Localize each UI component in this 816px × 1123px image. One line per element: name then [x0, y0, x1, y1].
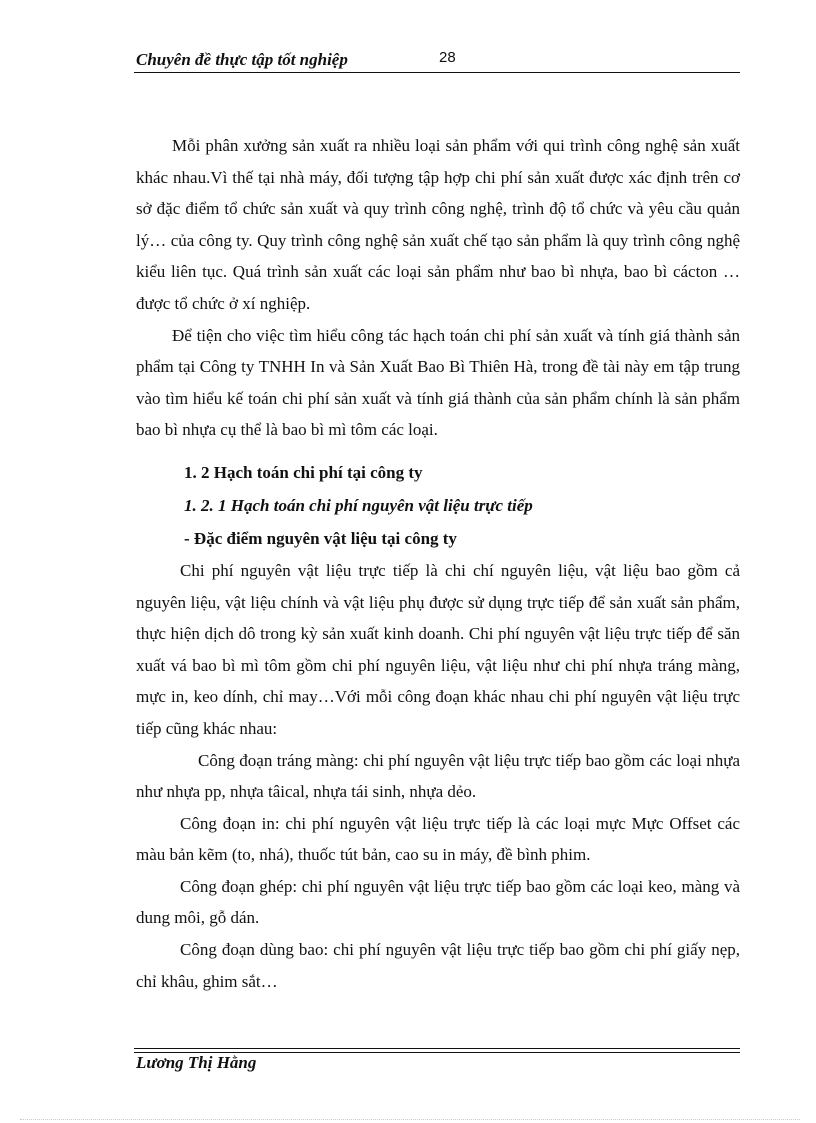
footer-rule-top [134, 1048, 740, 1049]
section-heading-material-features: - Đặc điểm nguyên vật liệu tại công ty [184, 528, 457, 548]
paragraph-direct-material-cost: Chi phí nguyên vật liệu trực tiếp là chi chí nguyên liệu, vật liệu bao gồm cả nguyên liệu, vật liệu chính và vật liệu phụ được sử dụng trực tiếp để sản xuất sản phẩm, thực hiện dịch dô trong kỳ sản xuất kinh doanh. Chi phí nguyên vật liệu trực tiếp để săn xuất vá bao bì mì tôm gồm chi phí nguyên liệu, vật liệu như chi phí nhựa tráng màng, mực in, keo dính, chỉ may…Với mỗi công đoạn khác nhau chi phí nguyên vật liệu trực tiếp cũng khác nhau: [136, 560, 740, 738]
section-heading-1-2-1: 1. 2. 1 Hạch toán chi phí nguyên vật liệu trực tiếp [184, 495, 533, 515]
page-header [134, 48, 740, 72]
paragraph-bagging-stage: Công đoạn dùng bao: chi phí nguyên vật liệu trực tiếp bao gồm chi phí giấy nẹp, chỉ khâu, ghim sắt… [136, 940, 740, 991]
paragraph-workshops: Mỗi phân xưởng sản xuất ra nhiều loại sản phẩm với qui trình công nghệ sản xuất khác nhau.Vì thế tại nhà máy, đối tượng tập hợp chi phí sản xuất được xác định trên cơ sở đặc điểm tổ chức sản xuất và quy trình công nghệ, trình độ tổ chức và yêu cầu quản lý… của công ty. Quy trình công nghệ sản xuất chế tạo sản phẩm là quy trình công nghệ kiểu liên tục. Quá trình sản xuất các loại sản phẩm như bao bì nhựa, bao bì cácton …được tổ chức ở xí nghiệp. [136, 136, 740, 313]
page-edge-divider [20, 1119, 800, 1120]
spacer [136, 446, 740, 456]
document-body [136, 130, 740, 997]
header-title: Chuyên đề thực tập tốt nghiệp [136, 50, 348, 69]
paragraph-coating-stage: Công đoạn tráng màng: chi phí nguyên vật liệu trực tiếp bao gồm các loại nhựa như nhựa pp, nhựa tâical, nhựa tái sinh, nhựa dẻo. [136, 750, 740, 802]
paragraph-printing-stage: Công đoạn in: chi phí nguyên vật liệu trực tiếp là các loại mực Mực Offset các màu bản kẽm (to, nhá), thuốc tút bản, cao su in máy, đề bình phim. [136, 813, 740, 865]
page-number: 28 [439, 49, 456, 66]
section-heading-1-2: 1. 2 Hạch toán chi phí tại công ty [184, 462, 423, 482]
footer-author: Lương Thị Hằng [136, 1053, 257, 1072]
paragraph-scope: Để tiện cho việc tìm hiểu công tác hạch toán chi phí sản xuất và tính giá thành sản phẩm tại Công ty TNHH In và Sản Xuất Bao Bì Thiên Hà, trong đề tài này em tập trung vào tìm hiểu kế toán chi phí sản xuất và tính giá thành của sản phẩm chính là sản phẩm bao bì nhựa cụ thể là bao bì mì tôm các loại. [136, 325, 740, 440]
header-rule [134, 72, 740, 73]
paragraph-laminating-stage: Công đoạn ghép: chi phí nguyên vật liệu trực tiếp bao gồm các loại keo, màng và dung môi, gỗ dán. [136, 876, 740, 928]
